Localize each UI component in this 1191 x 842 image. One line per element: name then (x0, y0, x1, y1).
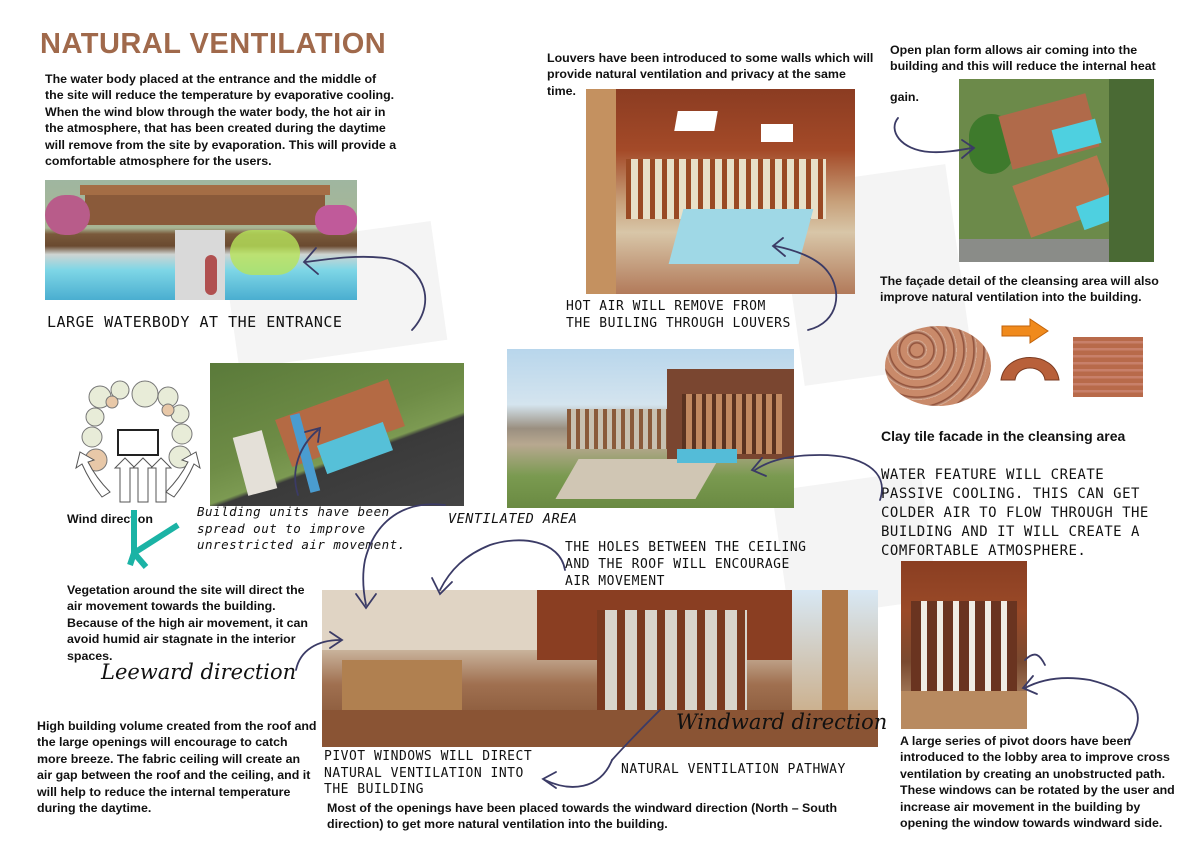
wind-direction-label: Wind direction (67, 512, 153, 526)
ventilated-area-annotation: VENTILATED AREA (448, 511, 578, 527)
curved-arrow-icon (612, 710, 660, 760)
high-volume-paragraph: High building volume created from the roof and the large openings will encourage to catch more breeze. The fabric ceiling will create an air gap between the roof and the ceiling, and it will help to reduce the internal temperature during the daytime. (37, 719, 317, 816)
hot-air-annotation: HOT AIR WILL REMOVE FROM THE BUILING THROUGH LOUVERS (566, 299, 791, 331)
leeward-direction-label: Leeward direction (101, 660, 297, 684)
curved-arrow-icon (296, 640, 340, 670)
pivot-doors-paragraph: A large series of pivot doors have been introduced to the lobby area to improve cross ventilation by creating an unobstructed path. These windows can be rotated by the user and increase air movement in the building by opening the window towards windward side. (900, 734, 1175, 831)
ventilation-pathway-annotation: NATURAL VENTILATION PATHWAY (621, 762, 846, 777)
page-title: NATURAL VENTILATION (40, 28, 387, 60)
openings-paragraph: Most of the openings have been placed towards the windward direction (North – South direction) to get more natural ventilation into the building. (327, 801, 838, 832)
curved-arrow-icon (1025, 678, 1138, 740)
water-feature-annotation: WATER FEATURE WILL CREATE PASSIVE COOLING. THIS CAN GET COLDER AIR TO FLOW THROUGH THE BUILDING AND IT WILL CREATE A COMFORTABLE ATMOSPHERE. (881, 467, 1149, 559)
open-plan-paragraph: Open plan form allows air coming into the building and this will reduce the internal heat (890, 43, 1156, 74)
pivot-windows-annotation: PIVOT WINDOWS WILL DIRECT NATURAL VENTILATION INTO THE BUILDING (324, 749, 533, 797)
clay-tile-caption: Clay tile facade in the cleansing area (881, 428, 1126, 444)
ceiling-holes-annotation: THE HOLES BETWEEN THE CEILING AND THE ROOF WILL ENCOURAGE AIR MOVEMENT (565, 540, 807, 589)
facade-paragraph: The façade detail of the cleansing area will also improve natural ventilation into the building. (880, 274, 1159, 305)
vegetation-paragraph: Vegetation around the site will direct the air movement towards the building. Because of the high air movement, it can avoid humid air stagnate in the interior spaces. (67, 583, 308, 663)
open-plan-paragraph-end: gain. (890, 90, 919, 104)
waterbody-paragraph: The water body placed at the entrance and the middle of the site will reduce the temperature by evaporative cooling. When the wind blow through the water body, the hot air in the atmosphere, that has been created during the daytime will remove from the site by evaporation. This will provide a comfortable atmosphere for the users. (45, 72, 397, 169)
curved-arrow-icon (363, 504, 445, 605)
curved-arrow-icon (306, 257, 425, 330)
curved-arrow-icon (755, 455, 882, 500)
windward-direction-label: Windward direction (676, 710, 888, 734)
building-units-annotation: Building units have been spread out to improve unrestricted air movement. (197, 504, 406, 552)
large-waterbody-annotation: LARGE WATERBODY AT THE ENTRANCE (47, 313, 343, 331)
louvers-paragraph: Louvers have been introduced to some walls which will provide natural ventilation and privacy at the same time. (547, 51, 874, 98)
curved-arrow-icon (775, 246, 836, 330)
curved-arrow-icon (895, 118, 972, 152)
curved-arrow-icon (440, 540, 565, 590)
curved-arrow-icon (295, 430, 318, 495)
